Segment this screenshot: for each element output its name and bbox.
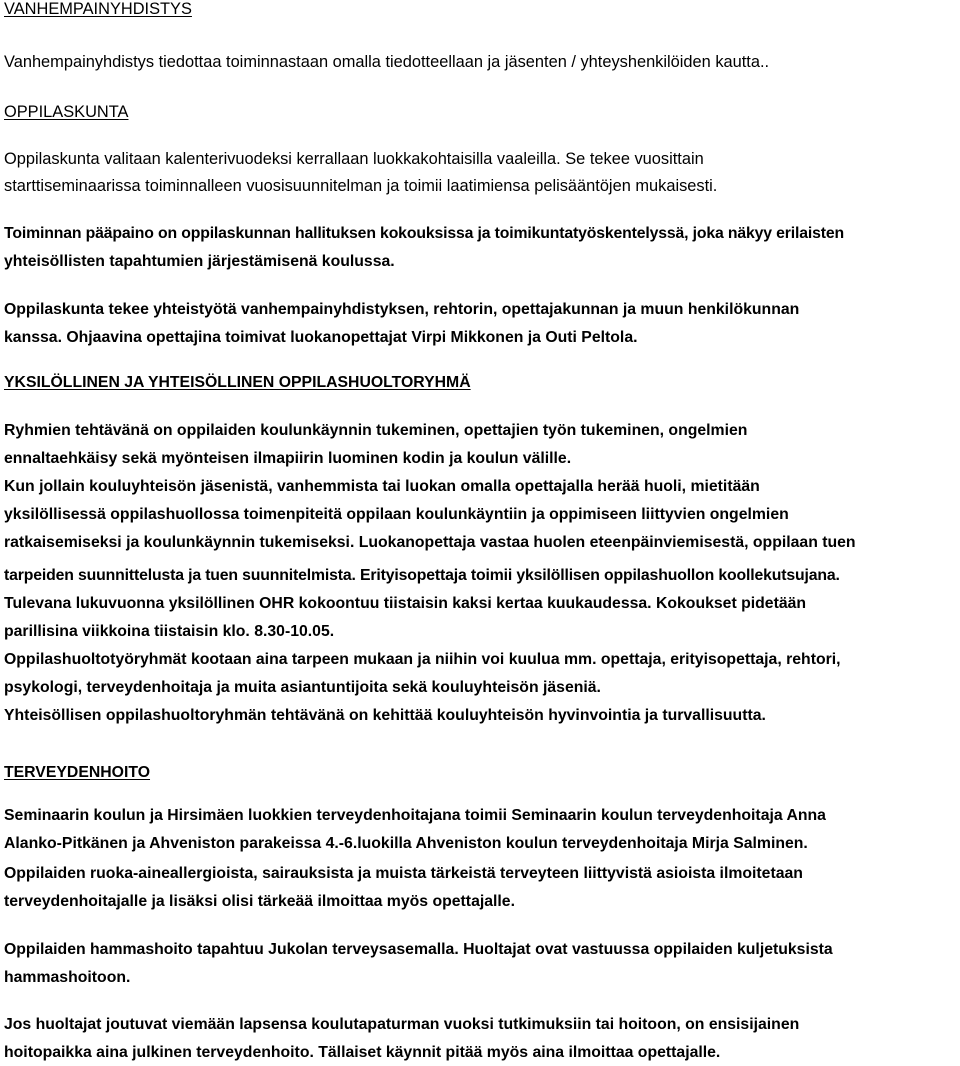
paragraph-line: yksilöllisessä oppilashuollossa toimenpiteitä oppilaan koulunkäyntiin ja oppimiseen liittyvien ongelmien [4, 506, 789, 523]
paragraph-line: starttiseminaarissa toiminnalleen vuosisuunnitelman ja toimii laatimiensa pelisääntöjen mukaisesti. [4, 177, 718, 195]
paragraph-line: Tulevana lukuvuonna yksilöllinen OHR kokoontuu tiistaisin kaksi kertaa kuukaudessa. Kokoukset pidetään [4, 595, 807, 612]
paragraph-line: hammashoitoon. [4, 969, 131, 986]
paragraph-line: Oppilaiden ruoka-aineallergioista, sairauksista ja muista tärkeistä terveyteen liittyvistä asioista ilmoitetaan [4, 865, 803, 882]
paragraph-line: kanssa. Ohjaavina opettajina toimivat luokanopettajat Virpi Mikkonen ja Outi Peltola. [4, 329, 638, 346]
paragraph-line: Seminaarin koulun ja Hirsimäen luokkien terveydenhoitajana toimii Seminaarin koulun terveydenhoitaja Anna [4, 807, 826, 824]
paragraph-line: Vanhempainyhdistys tiedottaa toiminnastaan omalla tiedotteellaan ja jäsenten / yhteyshenkilöiden kautta.. [4, 53, 770, 71]
paragraph-line: ratkaisemiseksi ja koulunkäynnin tukemiseksi. Luokanopettaja vastaa huolen eteenpäinviemisestä, oppilaan tuen [4, 534, 856, 551]
paragraph-line: terveydenhoitajalle ja lisäksi olisi tärkeää ilmoittaa myös opettajalle. [4, 893, 515, 910]
paragraph-line: parillisina viikkoina tiistaisin klo. 8.30-10.05. [4, 623, 335, 640]
paragraph-line: psykologi, terveydenhoitaja ja muita asiantuntijoita sekä kouluyhteisön jäseniä. [4, 679, 601, 696]
section-heading-oppilaskunta: OPPILASKUNTA [4, 103, 129, 121]
paragraph-line: Kun jollain kouluyhteisön jäsenistä, vanhemmista tai luokan omalla opettajalla herää huoli, mietitään [4, 478, 760, 495]
section-heading-oppilashuolto: YKSILÖLLINEN JA YHTEISÖLLINEN OPPILASHUOLTORYHMÄ [4, 374, 471, 391]
paragraph-line: Oppilaskunta tekee yhteistyötä vanhempainyhdistyksen, rehtorin, opettajakunnan ja muun henkilökunnan [4, 301, 800, 318]
paragraph-line: Oppilaskunta valitaan kalenterivuodeksi kerrallaan luokkakohtaisilla vaaleilla. Se tekee vuosittain [4, 150, 704, 168]
paragraph-line: hoitopaikka aina julkinen terveydenhoito. Tällaiset käynnit pitää myös aina ilmoittaa opettajalle. [4, 1044, 721, 1061]
paragraph-line: tarpeiden suunnittelusta ja tuen suunnitelmista. Erityisopettaja toimii yksilöllisen oppilashuollon koollekutsujana. [4, 567, 840, 584]
paragraph-line: Toiminnan pääpaino on oppilaskunnan hallituksen kokouksissa ja toimikuntatyöskentelyssä, joka näkyy erilaisten [4, 225, 845, 242]
paragraph-line: Oppilashuoltotyöryhmät kootaan aina tarpeen mukaan ja niihin voi kuulua mm. opettaja, erityisopettaja, rehtori, [4, 651, 841, 668]
paragraph-line: yhteisöllisten tapahtumien järjestämisenä koulussa. [4, 253, 395, 270]
paragraph-line: Oppilaiden hammashoito tapahtuu Jukolan terveysasemalla. Huoltajat ovat vastuussa oppilaiden kuljetuksista [4, 941, 833, 958]
paragraph-line: Ryhmien tehtävänä on oppilaiden koulunkäynnin tukeminen, opettajien työn tukeminen, ongelmien [4, 422, 748, 439]
section-heading-terveydenhoito: TERVEYDENHOITO [4, 764, 151, 781]
paragraph-line: Jos huoltajat joutuvat viemään lapsensa koulutapaturman vuoksi tutkimuksiin tai hoitoon, on ensisijainen [4, 1016, 800, 1033]
paragraph-line: Yhteisöllisen oppilashuoltoryhmän tehtävänä on kehittää kouluyhteisön hyvinvointia ja turvallisuutta. [4, 707, 766, 724]
section-heading-vanhempainyhdistys: VANHEMPAINYHDISTYS [4, 0, 192, 18]
paragraph-line: Alanko-Pitkänen ja Ahveniston parakeissa 4.-6.luokilla Ahveniston koulun terveydenhoitaja Mirja Salminen. [4, 835, 808, 852]
paragraph-line: ennaltaehkäisy sekä myönteisen ilmapiirin luominen kodin ja koulun välille. [4, 450, 572, 467]
